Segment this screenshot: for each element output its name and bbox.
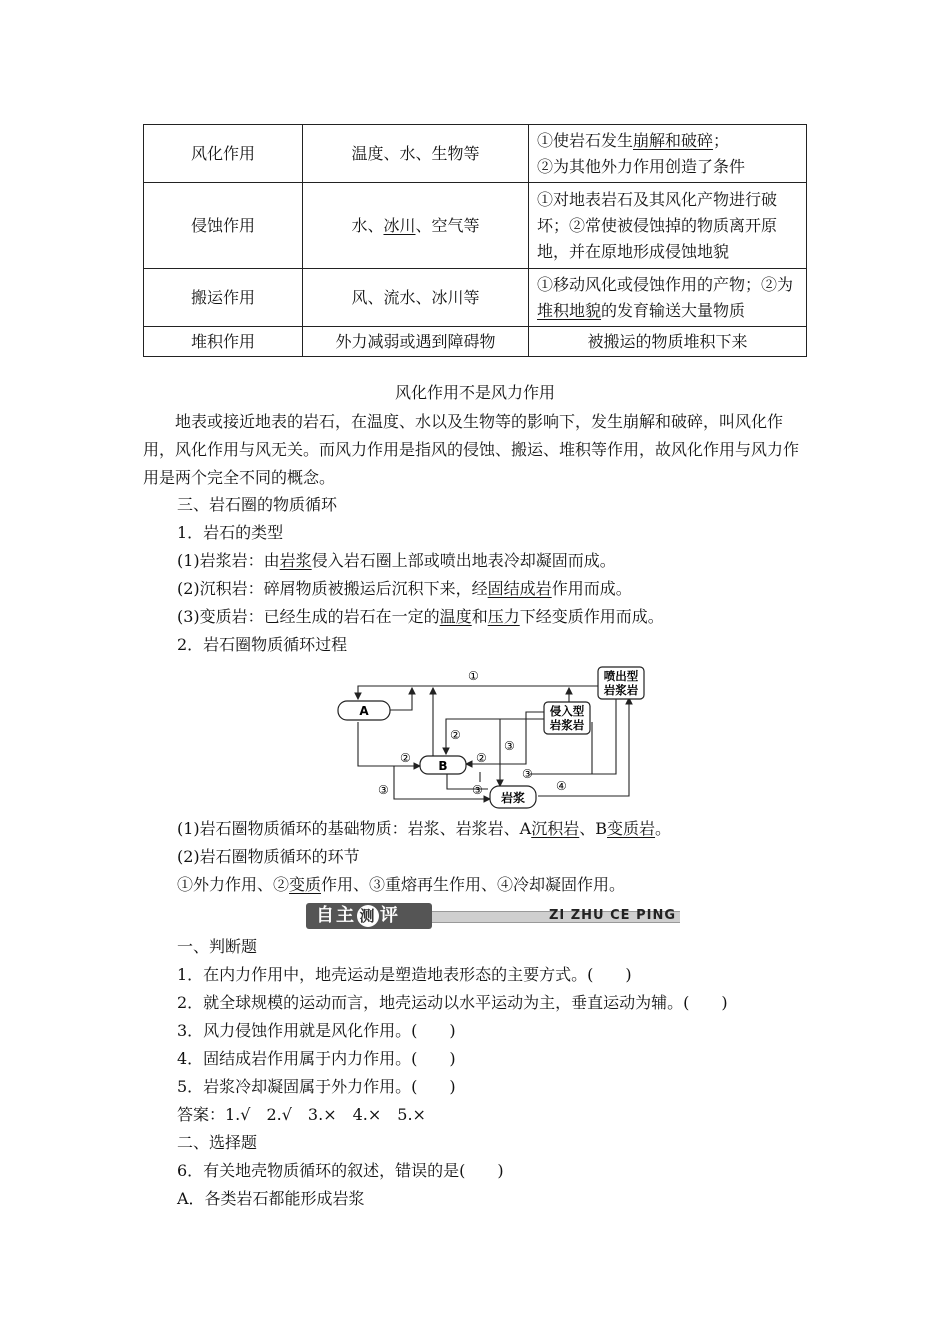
quiz-question: 5．岩浆冷却凝固属于外力作用。( ) xyxy=(177,1077,456,1096)
banner-pinyin: ZI ZHU CE PING xyxy=(548,908,676,923)
quiz-heading: 一、判断题 xyxy=(177,937,258,956)
process-2-label: ② xyxy=(476,751,487,765)
process-3-label: ③ xyxy=(504,739,515,753)
force-name: 搬运作用 xyxy=(144,269,303,327)
extrusive-label-2: 岩浆岩 xyxy=(603,683,639,697)
cycle-links: ①外力作用、②变质作用、③重熔再生作用、④冷却凝固作用。 xyxy=(177,875,626,894)
subheading: 2．岩石圈物质循环过程 xyxy=(177,635,348,654)
note-body: 地表或接近地表的岩石，在温度、水以及生物等的影响下，发生崩解和破碎，叫风化作用，风化作用与风无关。而风力作用是指风的侵蚀、搬运、堆积等作用，故风化作用与风力作用是两个完全不同的概念。 xyxy=(143,412,800,487)
rock-b-label: B xyxy=(438,759,448,773)
table-row xyxy=(144,183,807,269)
force-effect: ①移动风化或侵蚀作用的产物；②为堆积地貌的发育输送大量物质 xyxy=(529,269,807,327)
self-test-banner xyxy=(306,903,680,929)
table-row xyxy=(144,269,807,327)
rock-type-sedimentary: (2)沉积岩：碎屑物质被搬运后沉积下来，经固结成岩作用而成。 xyxy=(177,579,632,598)
cycle-materials: (1)岩石圈物质循环的基础物质：岩浆、岩浆岩、A沉积岩、B变质岩。 xyxy=(177,819,672,838)
force-factors: 温度、水、生物等 xyxy=(303,125,529,183)
process-2-label: ② xyxy=(400,751,411,765)
section-heading: 三、岩石圈的物质循环 xyxy=(177,495,338,514)
quiz-question: 1．在内力作用中，地壳运动是塑造地表形态的主要方式。( ) xyxy=(177,965,632,984)
quiz-question: 4．固结成岩作用属于内力作用。( ) xyxy=(177,1049,456,1068)
subheading: 1．岩石的类型 xyxy=(177,523,284,542)
rock-type-metamorphic: (3)变质岩：已经生成的岩石在一定的温度和压力下经变质作用而成。 xyxy=(177,607,664,626)
force-name: 风化作用 xyxy=(144,125,303,183)
force-factors: 风、流水、冰川等 xyxy=(303,269,529,327)
force-factors: 外力减弱或遇到障碍物 xyxy=(303,327,529,357)
force-effect: 被搬运的物质堆积下来 xyxy=(529,327,807,357)
process-1-label: ① xyxy=(468,669,479,683)
force-factors: 水、冰川、空气等 xyxy=(303,183,529,269)
cycle-links-heading: (2)岩石圈物质循环的环节 xyxy=(177,847,360,866)
force-effect: ①使岩石发生崩解和破碎； ②为其他外力作用创造了条件 xyxy=(529,125,807,183)
process-2-label: ② xyxy=(450,728,461,742)
extrusive-label-1: 喷出型 xyxy=(603,669,639,683)
quiz-answers: 答案：1.√ 2.√ 3.× 4.× 5.× xyxy=(177,1105,426,1124)
external-forces-table xyxy=(143,124,807,357)
process-4-label: ④ xyxy=(556,779,567,793)
banner-title: 自主 测 评 xyxy=(316,905,400,926)
process-3-label: ③ xyxy=(522,767,533,781)
process-3-label: ③ xyxy=(472,783,483,797)
table-row xyxy=(144,125,807,183)
rock-a-label: A xyxy=(359,704,369,718)
process-3-label: ③ xyxy=(378,783,389,797)
intrusive-label-2: 岩浆岩 xyxy=(549,718,585,732)
magma-label: 岩浆 xyxy=(500,791,526,805)
quiz-option: A．各类岩石都能形成岩浆 xyxy=(177,1189,365,1208)
note-title: 风化作用不是风力作用 xyxy=(394,383,555,402)
table-row xyxy=(144,327,807,357)
force-effect: ①对地表岩石及其风化产物进行破坏；②常使被侵蚀掉的物质离开原地，并在原地形成侵蚀地貌 xyxy=(529,183,807,269)
force-name: 侵蚀作用 xyxy=(144,183,303,269)
intrusive-label-1: 侵入型 xyxy=(549,704,585,718)
quiz-question: 6．有关地壳物质循环的叙述，错误的是( ) xyxy=(177,1161,504,1180)
quiz-heading: 二、选择题 xyxy=(177,1133,258,1152)
force-name: 堆积作用 xyxy=(144,327,303,357)
rock-type-igneous: (1)岩浆岩：由岩浆侵入岩石圈上部或喷出地表冷却凝固而成。 xyxy=(177,551,616,570)
quiz-question: 3．风力侵蚀作用就是风化作用。( ) xyxy=(177,1021,456,1040)
rock-cycle-diagram xyxy=(330,664,650,816)
quiz-question: 2．就全球规模的运动而言，地壳运动以水平运动为主，垂直运动为辅。( ) xyxy=(177,993,728,1012)
